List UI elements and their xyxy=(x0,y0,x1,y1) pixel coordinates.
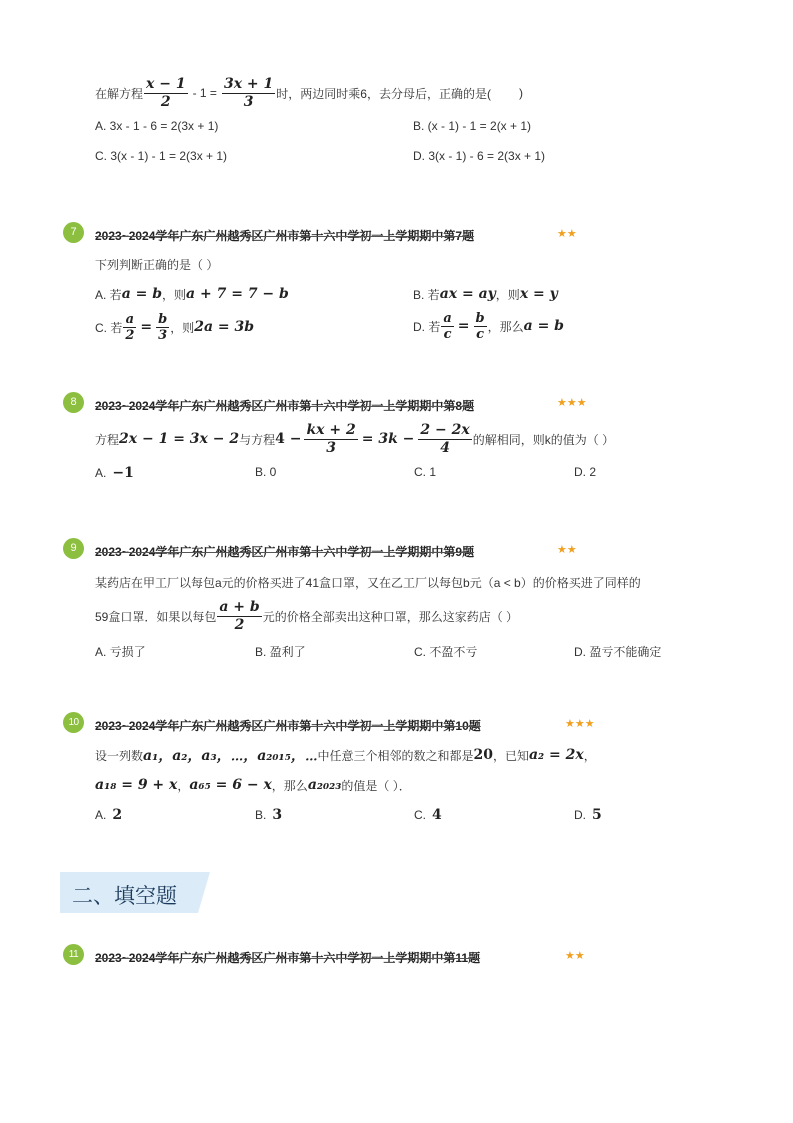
q9-option-b[interactable]: B. 盈利了 xyxy=(255,645,306,659)
difficulty-stars: ★★★ xyxy=(565,718,595,730)
q9-stem-line-2: 59盒口罩．如果以每包 $\frac{a + b}{2}$ 元的价格全部卖出这种口罩，那么这家药店（ ） xyxy=(95,598,519,633)
difficulty-stars: ★★ xyxy=(557,544,577,556)
question-source-header: 2023~2024学年广东广州越秀区广州市第十六中学初一上学期期中第11题 xyxy=(95,951,481,965)
question-number-badge: 7 xyxy=(63,222,84,243)
q8-fraction-1: $\frac{kx + 2}{3}$ xyxy=(306,421,356,456)
question-source-header: 2023~2024学年广东广州越秀区广州市第十六中学初一上学期期中第7题 xyxy=(95,229,475,243)
q6-option-b[interactable]: B. (x - 1) - 1 = 2(x + 1) xyxy=(413,119,532,133)
difficulty-stars: ★★ xyxy=(565,950,585,962)
section-title: 二、填空题 xyxy=(72,885,177,908)
question-number-badge: 9 xyxy=(63,538,84,559)
question-source-header: 2023~2024学年广东广州越秀区广州市第十六中学初一上学期期中第10题 xyxy=(95,719,481,733)
q7-stem: 下列判断正确的是（ ） xyxy=(95,258,219,272)
q6-fraction-1: $\frac{x - 1}{2}$ xyxy=(146,75,186,110)
q9-fraction: $\frac{a + b}{2}$ xyxy=(219,598,260,633)
q6-stem-mid: - 1 = xyxy=(192,86,217,100)
q7-option-a[interactable]: A. 若 a = b ，则 a + 7 = 7 − b xyxy=(95,286,289,302)
q7-option-d[interactable]: D. 若 $\frac{a}{c}$ = $\frac{b}{c}$ ，那么 a = b xyxy=(413,310,564,342)
q8-stem: 方程 2x − 1 = 3x − 2 与方程 4 − $\frac{kx + 2}{3}$ = 3k − $\frac{2 - 2x}{4}$ 的解相同，则k的值为（ ） xyxy=(95,421,615,456)
q7-option-b[interactable]: B. 若 ax = ay ，则 x = y xyxy=(413,286,558,302)
q9-stem-line-1: 某药店在甲工厂以每包a元的价格买进了41盒口罩，又在乙工厂以每包b元（a < b）的价格买进了同样的 xyxy=(95,576,641,590)
q6-stem-b: 时，两边同时乘6，去分母后，正确的是( xyxy=(276,86,491,101)
difficulty-stars: ★★ xyxy=(557,228,577,240)
q9-option-c[interactable]: C. 不盈不亏 xyxy=(414,645,478,659)
q7-option-c[interactable]: C. 若 $\frac{a}{2}$ = $\frac{b}{3}$ ，则 2a = 3b xyxy=(95,311,255,343)
q9-option-a[interactable]: A. 亏损了 xyxy=(95,645,146,659)
q10-option-d[interactable]: D. 5 xyxy=(574,807,602,823)
question-number-badge: 10 xyxy=(63,712,84,733)
q10-stem-line-2: a₁₈ = 9 + x ， a₆₅ = 6 − x ，那么 a₂₀₂₃ 的值是（ ）． xyxy=(95,777,411,793)
q8-option-a[interactable]: A. −1 xyxy=(95,465,134,481)
q6-option-a[interactable]: A. 3x - 1 - 6 = 2(3x + 1) xyxy=(95,119,219,133)
q6-stem-close: ) xyxy=(518,86,523,100)
q6-stem xyxy=(95,73,523,113)
q10-option-a[interactable]: A. 2 xyxy=(95,807,123,823)
q8-fraction-2: $\frac{2 - 2x}{4}$ xyxy=(420,421,470,456)
q6-fraction-2: $\frac{3x + 1}{3}$ xyxy=(223,75,274,110)
q8-option-d[interactable]: D. 2 xyxy=(574,465,597,479)
q6-option-d[interactable]: D. 3(x - 1) - 6 = 2(3x + 1) xyxy=(413,149,546,163)
q8-option-b[interactable]: B. 0 xyxy=(255,465,277,479)
q8-option-c[interactable]: C. 1 xyxy=(414,465,437,479)
q6-stem-a: 在解方程 xyxy=(95,86,144,101)
difficulty-stars: ★★★ xyxy=(557,397,587,409)
question-number-badge: 8 xyxy=(63,392,84,413)
question-number-badge: 11 xyxy=(63,944,84,965)
q10-option-c[interactable]: C. 4 xyxy=(414,807,442,823)
q7-c-fraction-1: $\frac{a}{2}$ xyxy=(125,311,135,343)
q7-c-fraction-2: $\frac{b}{3}$ xyxy=(158,311,168,343)
question-source-header: 2023~2024学年广东广州越秀区广州市第十六中学初一上学期期中第9题 xyxy=(95,545,475,559)
q10-stem-line-1: 设一列数 a₁，a₂，a₃，⋯，a₂₀₁₅，⋯ 中任意三个相邻的数之和都是 20 ，已知 a₂ = 2x ， xyxy=(95,747,596,764)
q7-d-fraction-1: $\frac{a}{c}$ xyxy=(443,310,452,342)
q9-option-d[interactable]: D. 盈亏不能确定 xyxy=(574,645,662,659)
q7-d-fraction-2: $\frac{b}{c}$ xyxy=(475,310,485,342)
question-source-header: 2023~2024学年广东广州越秀区广州市第十六中学初一上学期期中第8题 xyxy=(95,399,475,413)
q6-option-c[interactable]: C. 3(x - 1) - 1 = 2(3x + 1) xyxy=(95,149,228,163)
q10-option-b[interactable]: B. 3 xyxy=(255,807,283,823)
